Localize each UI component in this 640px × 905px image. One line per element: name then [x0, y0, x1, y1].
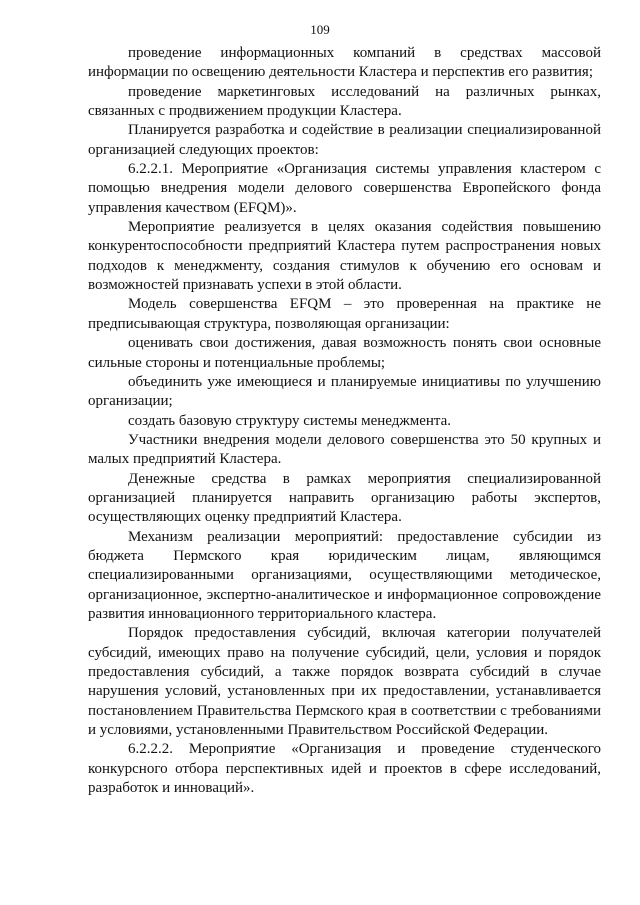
section-heading-6-2-2-2: 6.2.2.2. Мероприятие «Организация и проведение студенческого конкурсного отбора перспективных идей и проектов в сфере исследований, разработок и инноваций».	[88, 741, 601, 797]
list-item: оценивать свои достижения, давая возможность понять свои основные сильные стороны и потенциальные проблемы;	[88, 335, 601, 371]
paragraph: проведение маркетинговых исследований на различных рынках, связанных с продвижением продукции Кластера.	[88, 83, 601, 120]
list-item: объединить уже имеющиеся и планируемые инициативы по улучшению организации;	[88, 373, 601, 410]
paragraph: Механизм реализации мероприятий: предоставление субсидии из бюджета Пермского края юридическим лицам, являющимся специализированными организациями, осуществляющими методическое, организационное, экспертно-аналитическое и информационное сопровождение развития инновационного территориального кластера.	[88, 528, 601, 622]
paragraph: Порядок предоставления субсидий, включая категории получателей субсидий, имеющих право на получение субсидий, цели, условия и порядок предоставления субсидий, а также порядок возврата субсидий в случае нарушения условий, установленных при их предоставлении, устанавливается постановлением Правительства Пермского края в соответствии с требованиями и условиями, установленными Правительством Российской Федерации.	[88, 625, 601, 739]
paragraph: проведение информационных компаний в средствах массовой информации по освещению деятельности Кластера и перспектив его развития;	[88, 45, 601, 81]
section-heading-6-2-2-1: 6.2.2.1. Мероприятие «Организация системы управления кластером с помощью внедрения модели делового совершенства Европейского фонда управления качеством (EFQM)».	[88, 161, 601, 216]
list-item: создать базовую структуру системы менеджмента.	[128, 412, 452, 429]
page-number: 109	[310, 22, 330, 37]
paragraph: Денежные средства в рамках мероприятия специализированной организацией планируется направить организацию работы экспертов, осуществляющих оценку предприятий Кластера.	[88, 470, 601, 526]
paragraph: Мероприятие реализуется в целях оказания содействия повышению конкурентоспособности предприятий Кластера путем распространения новых подходов к менеджменту, создания стимулов к обучению его основам и возможностей признавать успехи в этой области.	[88, 219, 601, 294]
document-body	[88, 44, 601, 798]
paragraph: Модель совершенства EFQM – это проверенная на практике не предписывающая структура, позволяющая организации:	[88, 296, 601, 332]
paragraph: Планируется разработка и содействие в реализации специализированной организацией следующих проектов:	[88, 122, 601, 158]
paragraph: Участники внедрения модели делового совершенства это 50 крупных и малых предприятий Кластера.	[88, 431, 601, 468]
